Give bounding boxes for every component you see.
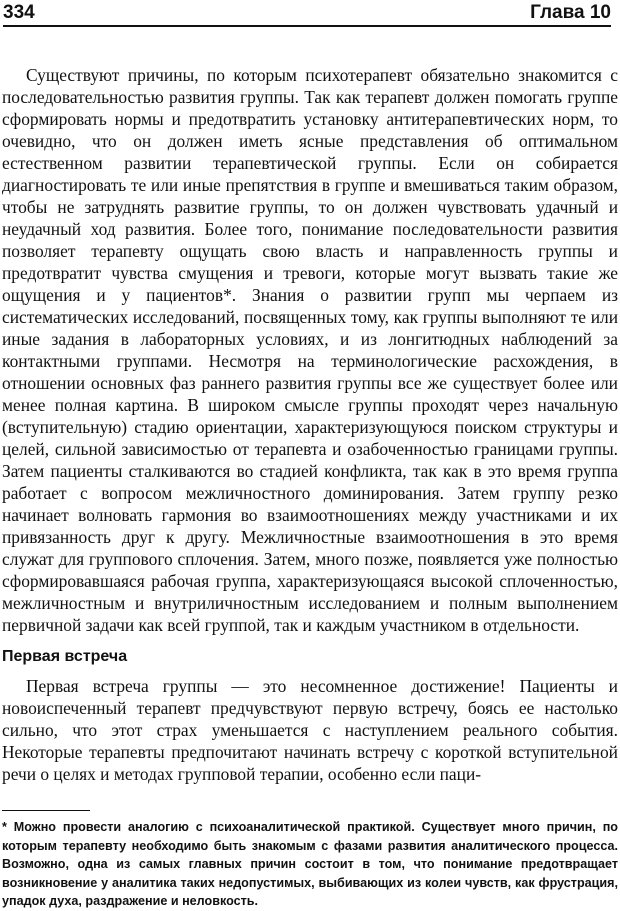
chapter-title: Глава 10: [530, 2, 611, 23]
page-number: 334: [3, 2, 35, 23]
running-header: [3, 0, 611, 26]
section-heading: Первая встреча: [2, 648, 128, 665]
footnote: [2, 818, 618, 911]
footnote-text: * Можно провести аналогию с психоаналитической практикой. Существует много причин, по которым терапевту необходимо быть знакомым с фазами развития аналитического процесса. Возможно, одна из самых главных причин состоит в том, что понимание предотвращает возникновение у аналитика таких недопустимых, выбивающих из колеи чувств, как фрустрация, упадок духа, раздражение и неловкость.: [2, 820, 618, 908]
section-text-block: [2, 675, 618, 785]
header-divider: [3, 25, 611, 27]
main-text-block: [2, 64, 618, 636]
paragraph-development-sequence: Существуют причины, по которым психотерапевт обязательно знакомится с последовательностью развития группы. Так как терапевт должен помогать группе сформировать нормы и предотвратить установку антитерапевтических норм, то очевидно, что он должен иметь ясные представления об оптимальном естественном развитии терапевтической группы. Если он собирается диагностировать те или иные препятствия в группе и вмешиваться таким образом, чтобы не затруднять развитие группы, то он должен чувствовать удачный и неудачный ход развития. Более того, понимание последовательности развития позволяет терапевту ощущать свою власть и направленность группы и предотвратит чувства смущения и тревоги, которые могут вызвать такие же ощущения и у пациентов*. Знания о развитии групп мы черпаем из систематических исследований, посвященных тому, как группы выполняют те или иные задания в лабораторных условиях, и из лонгитюдных наблюдений за контактными группами. Несмотря на терминологические расхождения, в отношении основных фаз раннего развития группы все же существует более или менее полная картина. В широком смысле группы проходят через начальную (вступительную) стадию ориентации, характеризующуюся поиском структуры и целей, сильной зависимостью от терапевта и озабоченностью границами группы. Затем пациенты сталкиваются во стадией конфликта, так как в это время группа работает с вопросом межличностного доминирования. Затем группу резко начинает волновать гармония во взаимоотношениях между участниками и их привязанность друг к другу. Межличностные взаимоотношения в это время служат для группового сплочения. Затем, много позже, появляется уже полностью сформировавшаяся рабочая группа, характеризующаяся высокой сплоченностью, межличностным и внутриличностным исследованием и полным выполнением первичной задачи как всей группой, так и каждым участником в отдельности.: [2, 65, 618, 635]
paragraph-first-meeting: Первая встреча группы — это несомненное достижение! Пациенты и новоиспеченный терапевт предчувствуют первую встречу, боясь ее настолько сильно, что этот страх уменьшается с наступлением реального события. Некоторые терапевты предпочитают начинать встречу с короткой вступительной речи о целях и методах групповой терапии, особенно если паци-: [2, 676, 618, 784]
footnote-divider: [2, 810, 90, 811]
